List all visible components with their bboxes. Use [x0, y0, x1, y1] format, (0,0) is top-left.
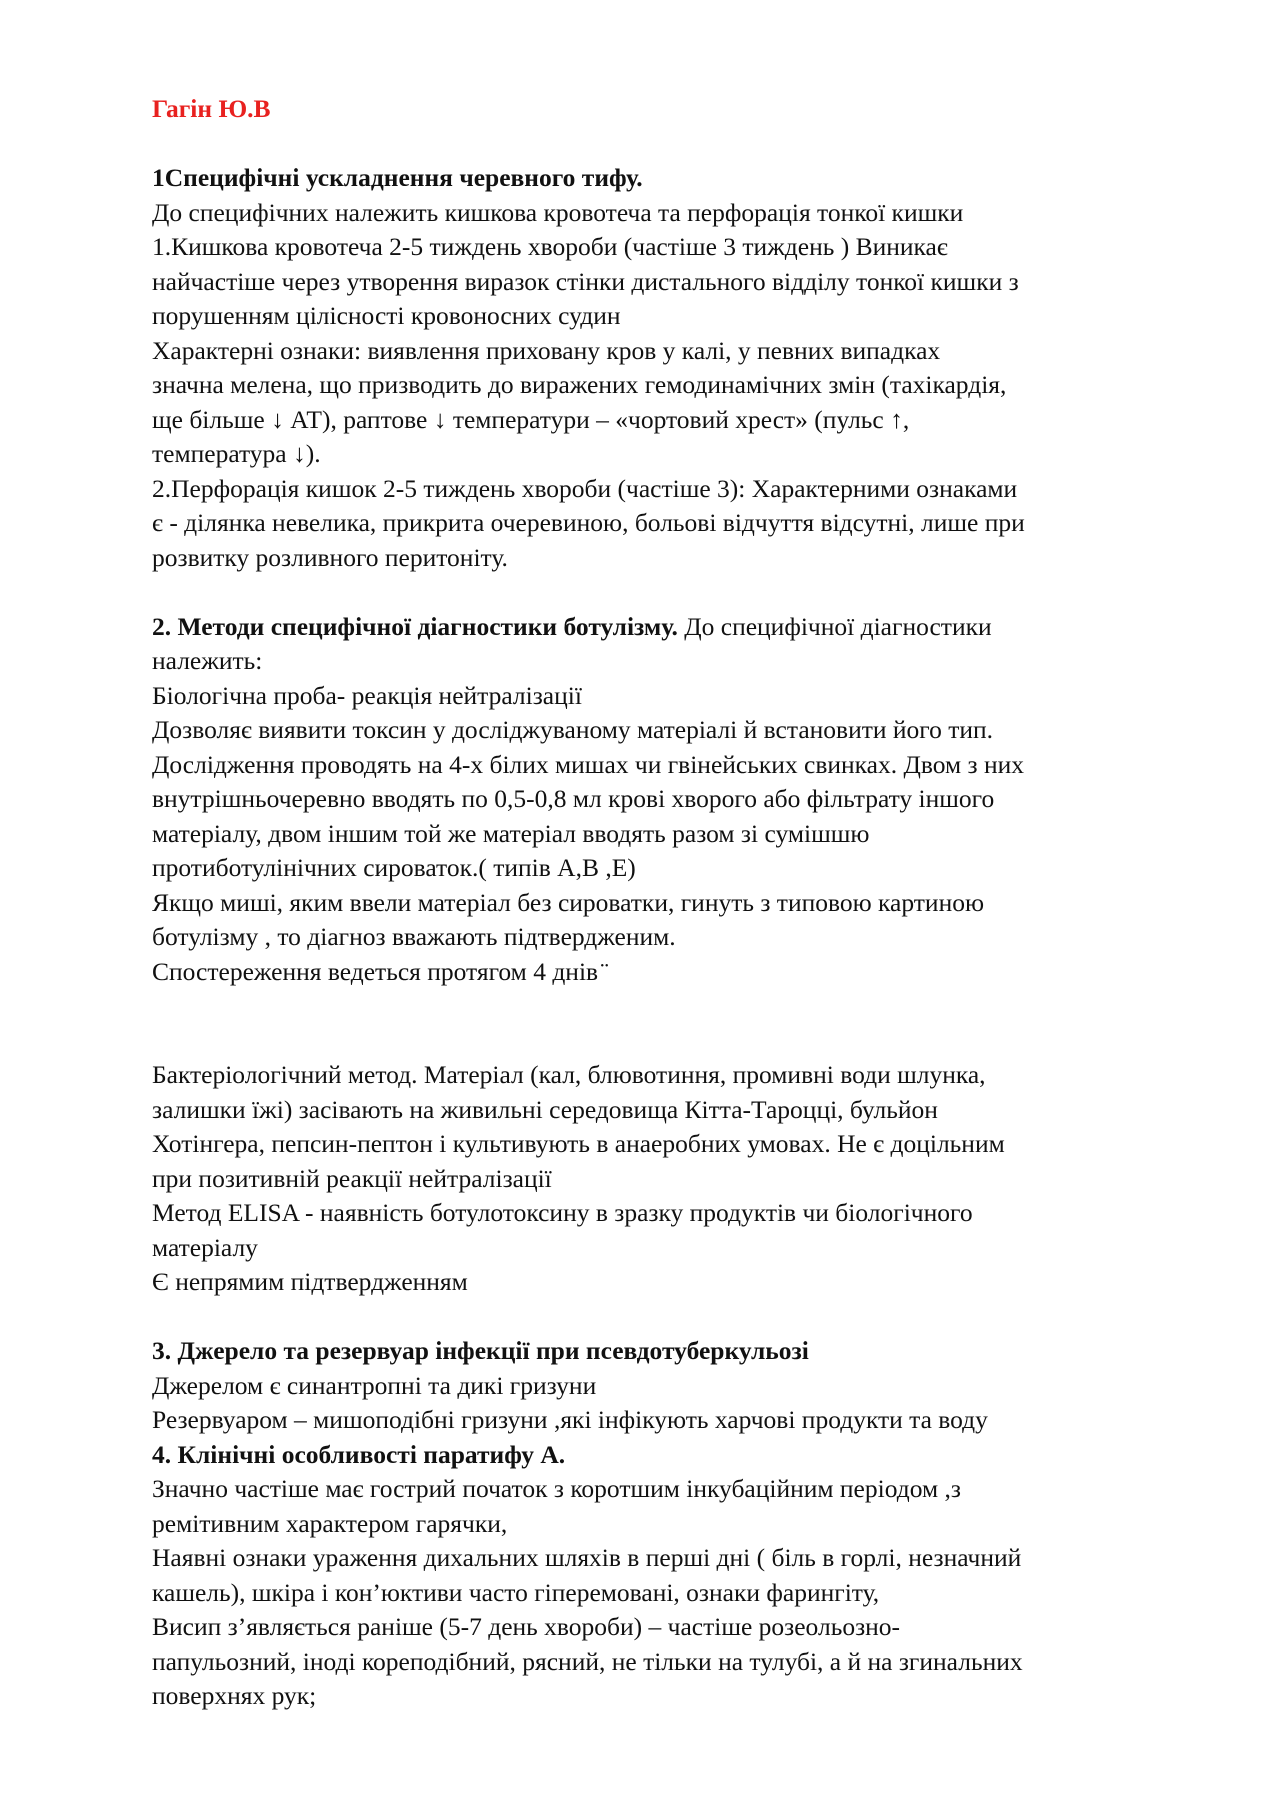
spacer — [152, 989, 1202, 1058]
text-line: ремітивним характером гарячки, — [152, 1508, 508, 1538]
text-line: Дослідження проводять на 4-х білих мишах чи гвінейських свинках. Двом з них — [152, 749, 1025, 779]
spacer — [152, 127, 1202, 162]
text-line: Наявні ознаки ураження дихальних шляхів в перші дні ( біль в горлі, незначний — [152, 1543, 1022, 1572]
text-line: Біологічна проба- реакція нейтралізації — [152, 680, 582, 710]
text-line: Характерні ознаки: виявлення приховану кров у калі, у певних випадках — [152, 335, 941, 365]
text-line: при позитивній реакції нейтралізації — [152, 1163, 552, 1193]
spacer — [152, 1300, 1202, 1335]
text-line: Висип з’являється раніше (5-7 день хвороби) – частіше розеольозно- — [152, 1612, 901, 1641]
text-line: Спостереження ведеться протягом 4 днів ̈ — [152, 956, 605, 986]
section-2-heading-line — [152, 610, 1202, 645]
text-line: порушенням цілісності кровоносних судин — [152, 301, 621, 330]
text-line: Джерелом є синантропні та дикі гризуни — [152, 1370, 597, 1400]
text-line: Хотінгера, пепсин-пептон і культивують в анаеробних умовах. Не є доцільним — [152, 1129, 1005, 1158]
text-line: найчастіше через утворення виразок стінки дистального відділу тонкої кишки з — [152, 266, 1019, 296]
section-3-heading: 3. Джерело та резервуар інфекції при псевдотуберкульозі — [152, 1336, 809, 1365]
text-line: Дозволяє виявити токсин у досліджуваному матеріалі й встановити його тип. — [152, 715, 994, 744]
text-line: матеріалу — [152, 1232, 258, 1262]
text-line: протиботулінічних сироваток.( типів А,В ,Е) — [152, 853, 636, 882]
author-name: Гагін Ю.В — [152, 94, 271, 123]
text-line: Бактеріологічний метод. Матеріал (кал, блювотиння, промивні води шлунка, — [152, 1060, 986, 1089]
document-page — [152, 92, 1202, 1714]
text-line: папульозний, іноді кореподібний, рясний, не тільки на тулубі, а й на згинальних — [152, 1646, 1023, 1676]
text-line: температура ↓). — [152, 439, 321, 468]
text-line: внутрішньочеревно вводять по 0,5-0,8 мл крові хворого або фільтрату іншого — [152, 784, 995, 813]
text-line: 2.Перфорація кишок 2-5 тиждень хвороби (частіше 3): Характерними ознаками — [152, 473, 1018, 503]
text-line: Є непрямим підтвердженням — [152, 1267, 468, 1296]
text-line: Метод ELISA - наявність ботулотоксину в зразку продуктів чи біологічного — [152, 1198, 973, 1227]
text-line: 1.Кишкова кровотеча 2-5 тиждень хвороби (частіше 3 тиждень ) Виникає — [152, 232, 948, 261]
text-line: Резервуаром – мишоподібні гризуни ,які інфікують харчові продукти та воду — [152, 1405, 988, 1434]
text-line: є - ділянка невелика, прикрита очеревиною, больові відчуття відсутні, лише при — [152, 508, 1025, 537]
text-line: До специфічних належить кишкова кровотеча та перфорація тонкої кишки — [152, 197, 964, 227]
text-line: залишки їжі) засівають на живильні середовища Кітта-Тароцці, бульйон — [152, 1094, 938, 1124]
text-line: розвитку розливного перитоніту. — [152, 542, 508, 572]
text-line: ботулізму , то діагноз вважають підтвердженим. — [152, 922, 676, 951]
text-line: належить: — [152, 646, 263, 675]
text-line: Значно частіше має гострий початок з коротшим інкубаційним періодом ,з — [152, 1474, 961, 1503]
section-2-heading: 2. Методи специфічної діагностики ботулізму. — [152, 611, 678, 641]
text-line: поверхнях рук; — [152, 1681, 317, 1710]
section-2-heading-tail: До специфічної діагностики — [677, 611, 992, 641]
text-line: кашель), шкіра і кон’юктиви часто гіперемовані, ознаки фарингіту, — [152, 1577, 880, 1607]
section-1-heading: 1Специфічні ускладнення черевного тифу. — [152, 163, 643, 192]
text-line: Якщо миші, яким ввели матеріал без сироватки, гинуть з типовою картиною — [152, 887, 985, 917]
section-4-heading: 4. Клінічні особливості паратифу А. — [152, 1439, 566, 1469]
text-line: матеріалу, двом іншим той же матеріал вводять разом зі сумішшю — [152, 818, 870, 848]
text-line: значна мелена, що призводить до виражених гемодинамічних змін (тахікардія, — [152, 370, 1007, 399]
text-line: ще більше ↓ АТ), раптове ↓ температури – «чортовий хрест» (пульс ↑, — [152, 404, 910, 434]
spacer — [152, 575, 1202, 610]
